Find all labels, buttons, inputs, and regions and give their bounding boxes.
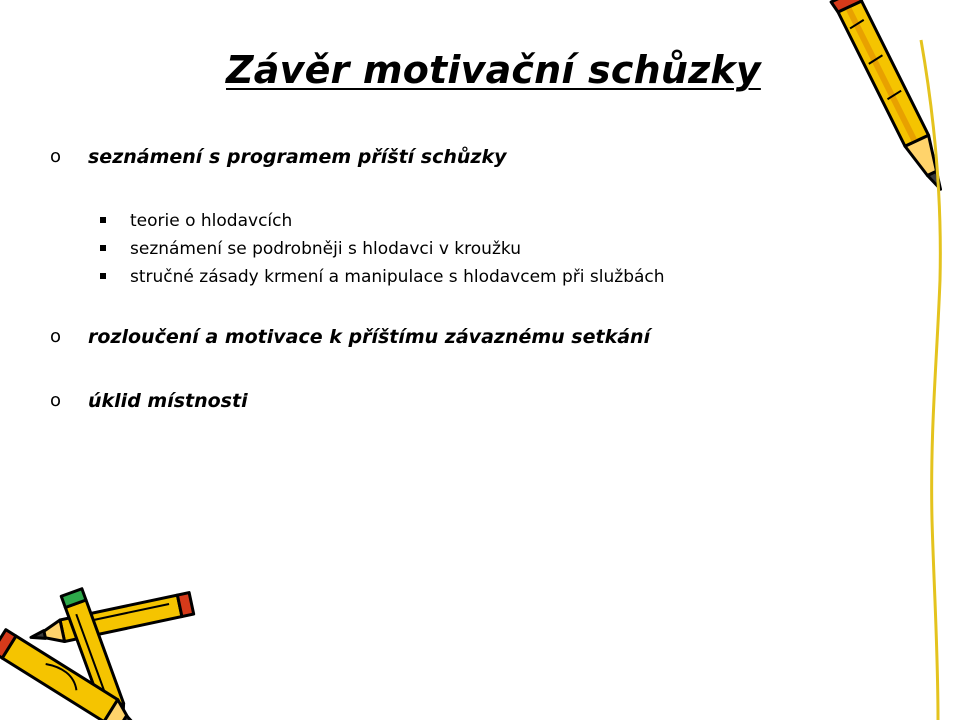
bullet-marker: o xyxy=(50,390,62,411)
slide-title: Závěr motivační schůzky xyxy=(226,48,761,92)
list-item-text: rozloučení a motivace k příštímu závaznému setkání xyxy=(88,326,651,348)
list-item-text: úklid místnosti xyxy=(88,390,248,412)
bullet-marker: o xyxy=(50,326,62,347)
sub-list-item-text: seznámení se podrobněji s hlodavci v kroužku xyxy=(130,239,521,259)
sub-list-item-text: stručné zásady krmení a manipulace s hlodavcem při službách xyxy=(130,267,665,287)
sub-list-item-text: teorie o hlodavcích xyxy=(130,211,293,231)
list-item-text: seznámení s programem příští schůzky xyxy=(88,146,507,168)
bullet-marker: o xyxy=(50,146,62,167)
